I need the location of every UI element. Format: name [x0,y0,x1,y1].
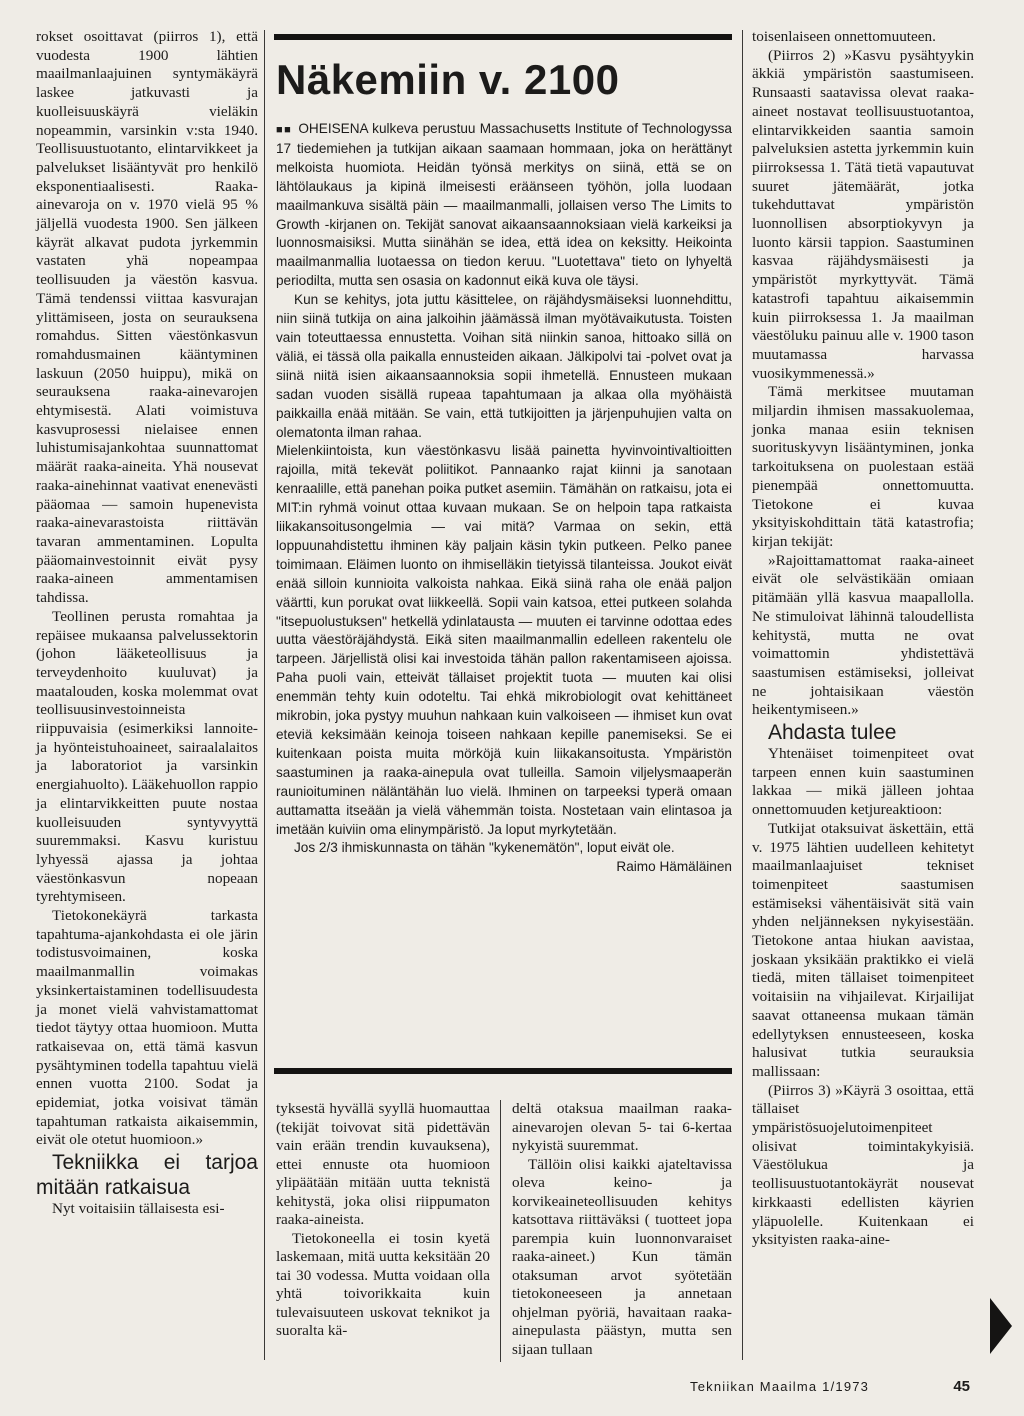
col3-paragraph-2: Tällöin olisi kaikki ajateltavissa oleva keino- ja korvikeaineteollisuuden kehitys katsottava riittäväksi ( tuotteet jopa parempia kuin luonnonvaraiset raaka-aineet.) Kun tämän otaksuman arvot syötetään tietokoneeseen ja annetaan ohjelman pyöriä, havaitaan raaka-ainepulasta päästyn, mutta sen sijaan tullaan [512,1155,732,1358]
bullet-squares-icon: ■■ [276,124,293,136]
box-bottom-rule [274,1068,732,1074]
column-divider-3 [742,30,743,1360]
col4-paragraph-2: (Piirros 2) »Kasvu pysähtyykin äkkiä ympäristön saastumiseen. Runsaasti saatavissa olevat raaka-aineet nostavat teollisuustuotantoa, elintarvikkeiden saantia samoin palveluksien astetta jyrkemmin kuin piirroksessa 1. Tätä tietä vapautuvat suuret jätemäärät, jotka tukehduttavat ympäristön luonnollisen absorptiokyvyn ja luonto kärsii tappion. Saastuminen kasvaa räjähdysmäisesti ja ympäristöt myrkyttyvät. Tämä katastrofi tapahtuu aikaisemmin kuin piirroksessa 1. Ja maailman väestöluku painuu alle v. 1900 tason muutamassa harvassa vuosikymmenessä.» [752,46,974,382]
col2-paragraph-2: Tietokoneella ei tosin kyetä laskemaan, mitä uutta keksitään 20 tai 30 vodessa. Mutta voidaan olla yhtä toivorikkaita kuin tulevaisuuteen uskovat teknikot ja suoralta kä- [276,1229,490,1339]
editorial-box [276,120,732,877]
box-paragraph-2: Kun se kehitys, jota juttu käsittelee, on räjähdysmäiseksi luonnehdittu, niin siinä tutkija on aina jalkoihin jäämässä ilman myötävaikutusta. Toisten vain toteuttaessa ennustetta. Voihan sitä niinkin sanoa, hittoako sillä on väliä, ei tässä olla paikalla ennusteiden aikaan. Jälkipolvi tai -polvet ovat ja siinä niitä isien aikaansaannoksia sopii ihmetellä. Ennusteen mukaan sadan vuoden sisällä rupeaa tapahtumaan ja alkaa olla myöhäistä paikkailla enää mitään. Se vain, että tutkijoitten ja järjenpuhujien valta on olematonta ilman rahaa. [276,292,732,440]
magazine-issue: Tekniikan Maailma 1/1973 [690,1379,870,1394]
article-title: Näkemiin v. 2100 [276,56,620,103]
page-number: 45 [953,1378,970,1395]
col2-paragraph-1: tyksestä hyvällä syyllä huomauttaa (tekijät toivovat sitä pidettävän vain erään trendin kuvauksena), ettei ennuste ota huomioon ylipäätään mitään uutta teknistä kehitystä, joka olisi riippumaton raaka-aineista. [276,1100,490,1228]
col3-paragraph-1: deltä otaksua maailman raaka-ainevarojen olevan 5- tai 6-kertaa nykyistä suuremmat. [512,1100,732,1154]
signature: Raimo Hämäläinen [616,859,732,875]
col4-paragraph-7: (Piirros 3) »Käyrä 3 osoittaa, että tällaiset ympäristösuojelutoimenpiteet olisivat toimintakykyisiä. Väestölukua ja teollisuustuotantokäyrät nousevat kirkkaasti edellisten käyrien yläpuolelle. Kuitenkaan ei yksityisten raaka-aine- [752,1081,974,1249]
subheading-tekniikka: Tekniikka ei tarjoa mitään ratkaisua [36,1151,258,1200]
col4-paragraph-6: Tutkijat otaksuivat äskettäin, että v. 1975 lähtien uudelleen kehitetyt maailmanlaajuiset tekniset toimenpiteet saastumisen estämiseksi vähentäisivät sitä vain yhden neljänneksen nykyisestään. Tietokone antaa hiukan aavistaa, joskaan yksikään praktikko ei vielä tiedä, miten tällaiset toimenpiteet voitaisiin na vihjailevat. Kirjailijat saavat ottaneensa mukaan tämän edellytyksen ennusteeseen, koska halusivat tutkia seurauksia mallissaan: [752,819,974,1080]
col4-paragraph-1: toisenlaiseen onnettomuuteen. [752,28,936,45]
box-paragraph-1 [276,120,732,291]
box-paragraph-3: Mielenkiintoista, kun väestönkasvu lisää painetta hyvinvointivaltioitten rajoilla, mitä tekevät poliitikot. Pannaanko rajat kiinni ja sanotaan kenraalille, että panehan poika putket asemiin. Tämähän on ratkaisu, jota ei MIT:in ryhmä voinut ottaa kuvaan mukaan. Se on helpoin tapa ratkaista liikakansoitusongelmia — vai mitä? Varmaa on sekin, että loppuunahdistettu ihminen käy paljain käsin tykin putkeen. Pelko panee toimimaan. Eläimen luonto on ihmiselläkin tietyissä tilanteissa. Joukot eivät enää silloin kunnioita valkoista nahkaa. Eikä siinä raha ole enää paljon väärtti, kun porukat ovat liikkeellä. Sopii vain katsoa, ettei putkeen solahda "itsepuolustuksen" hetkellä ydinlatausta — muuten ei tarvinne odottaa edes uutta väestöräjähdystä. Eikä siten maailmanmallin edelleen rakentelu ole tarpeen. Järjellistä olisi kai investoida tähän pallon rakentamiseen ajoissa. Paha puoli vain, etteivät tällaiset projektit tuota — muuten kai olisi enemmän tehty kuin odoteltu. Tai ehkä mikrobiologit ovat kehittäneet mikrobin, joka pystyy muuhun nahkaan kuin valkoiseen — ihmiset kun ovat eteviä keksimään keinoja toiseen nahkaan kepille panemiseksi. Se ei kuitenkaan poista muita mörköjä kuin liikakansoitusta. Ympäristön saastuminen ja raaka-ainepula ovat tulleilla. Samoin viljelysmaaperän raunioituminen näläntähän luo vielä. Ihminen on tarpeeksi typerä omaan auttamatta itseään ja vielä vähemmän toista. Nostetaan vain elintasoa ja imetään kuiviin oma elinympäristö. Ja loput myrkytetään. [276,443,732,837]
column-divider-2 [500,1100,501,1362]
col1-tail: Nyt voitaisiin tällaisesta esi- [52,1200,225,1218]
col1-paragraph-1: rokset osoittavat (piirros 1), että vuodesta 1900 lähtien maailmanlaajuinen syntymäkäyrä laskee jatkuvasti ja kuolleisuuskäyrä vieläkin nopeammin, varsinkin v:sta 1940. Teollisuustuotanto, elintarvikkeet ja palvelukset lisääntyvät pro henkilö eksponentiaalisesti. Raaka-ainevaroja on v. 1970 vielä 95 % jäljellä vuodesta 1900. Sen jälkeen käyrät alkavat pudota jyrkemmin vastaten yhä nopeampaa teollisuuden ja väestön kasvua. Tämä tendenssi viittaa kasvurajan ylittämiseen, josta on seurauksena romahdus. Sitten väestönkasvun romahdusmainen kääntyminen laskuun (2050 huippu), mikä on seurauksena raaka-ainevarojen ehtymisestä. Alati voimistuva kasvuprosessi nielaisee ennen luhistumisajankohtaa suunnattomat määrät raaka-aineita. Yhä nousevat raaka-ainehinnat vaativat enenevästi pääomaa — samoin hupenevista raaka-ainevarastoista riittävän tavaran ammentaminen. Lopulta pääomainvestoinnit eivät pysy raaka-aineen ammentamisen tahdissa. [36,28,258,607]
box-paragraph-4: Jos 2/3 ihmiskunnasta on tähän "kykenemätön", loput eivät ole. [294,840,675,856]
page-footer [690,1378,970,1395]
continue-arrow-icon [990,1298,1012,1354]
col1-paragraph-2: Teollinen perusta romahtaa ja repäisee mukaansa palvelussektorin (johon lääketeollisuus ja terveydenhoito kuuluvat) ja maatalouden, koska molemmat ovat teollisuusinvestoinneista riippuvaisia (esimerkiksi lannoite- ja hyönteistuhoaineet, sairaalalaitos ja laboratoriot ja varsinkin energiahuolto). Lääkehuollon rappio ja elintarvikkeitten puute nostaa kuolleisuuden syntyvyyttä suuremmaksi. Kasvu kuristuu lyhyessä ajassa ja johtaa väestönkasvun nopeaan tyrehtymiseen. [36,607,258,906]
column-2-lower [276,1100,490,1341]
subheading-ahdasta: Ahdasta tulee [768,721,897,745]
column-divider-1 [264,30,265,1360]
column-1 [36,28,258,1219]
col4-paragraph-4: »Rajoittamattomat raaka-aineet eivät ole selvästikään omiaan pitämään yllä kasvua maapallolla. Ne stimuloivat lähinnä taloudellista kehitystä, mutta ne ovat voimattomin yhdistettävä saastumisen estämiseksi, jolleivat ne johtaisikaan väestön heikentymiseen.» [752,551,974,719]
col4-paragraph-3: Tämä merkitsee muutaman miljardin ihmisen massakuolemaa, jonka manaa esiin teknisen suorituskyvyn lisääntyminen, jonka tarkoituksena on puolestaan estää pienempää onnettomuutta. Tietokone ei kuvaa yksityiskohdittain tätä katastrofia; kirjan tekijät: [752,383,974,550]
column-3-lower [512,1100,732,1359]
column-4 [752,28,974,1250]
col1-paragraph-3: Tietokonekäyrä tarkasta tapahtuma-ajankohdasta ei ole järin todistusvoimainen, koska maailmanmallin voimakas yksinkertaistaminen todellisuudesta ja monet vielä vahvistamattomat tiedot täytyy ottaa huomioon. Mutta ratkaisevaa on, että tämä kasvun pysähtyminen todella tapahtuu vielä ennen vuotta 2100. Sodat ja epidemiat, jotka voisivat tämän tapahtuman ratkaista aikaisemmin, eivät ole otetut huomioon.» [36,907,258,1149]
col4-paragraph-5: Yhtenäiset toimenpiteet ovat tarpeen ennen kuin saastuminen lakkaa — mikä jälleen johtaa onnettomuuden ketjureaktioon: [752,745,974,819]
box-top-rule [274,34,732,40]
box-paragraph-1-text: OHEISENA kulkeva perustuu Massachusetts Institute of Technologyssa 17 tiedemiehen ja tutkijan aikaan saamaan hommaan, joka on herättänyt melkoista huomiota. Heidän työnsä merkitys on siinä, että se on lähtölaukaus ja kipinä ilmeisesti eräänseen työhön, jolla luodaan maailmankuva sisältä päin — maailmanmalli, jollaisen verso The Limits to Growth -kirjanen on. Tekijät sanovat aikaansaannoksiaan vielä karkeiksi ja luonnosmaisiksi. Mutta siinähän se idea, että idea on keksitty. Heikointa maailmanmallia luotaessa on tiedon keruu. "Luotettava" tieto on lyhyeltä periodilta, mutta sen osasia on kadonnut eikä kuva ole täysi. [276,121,732,289]
